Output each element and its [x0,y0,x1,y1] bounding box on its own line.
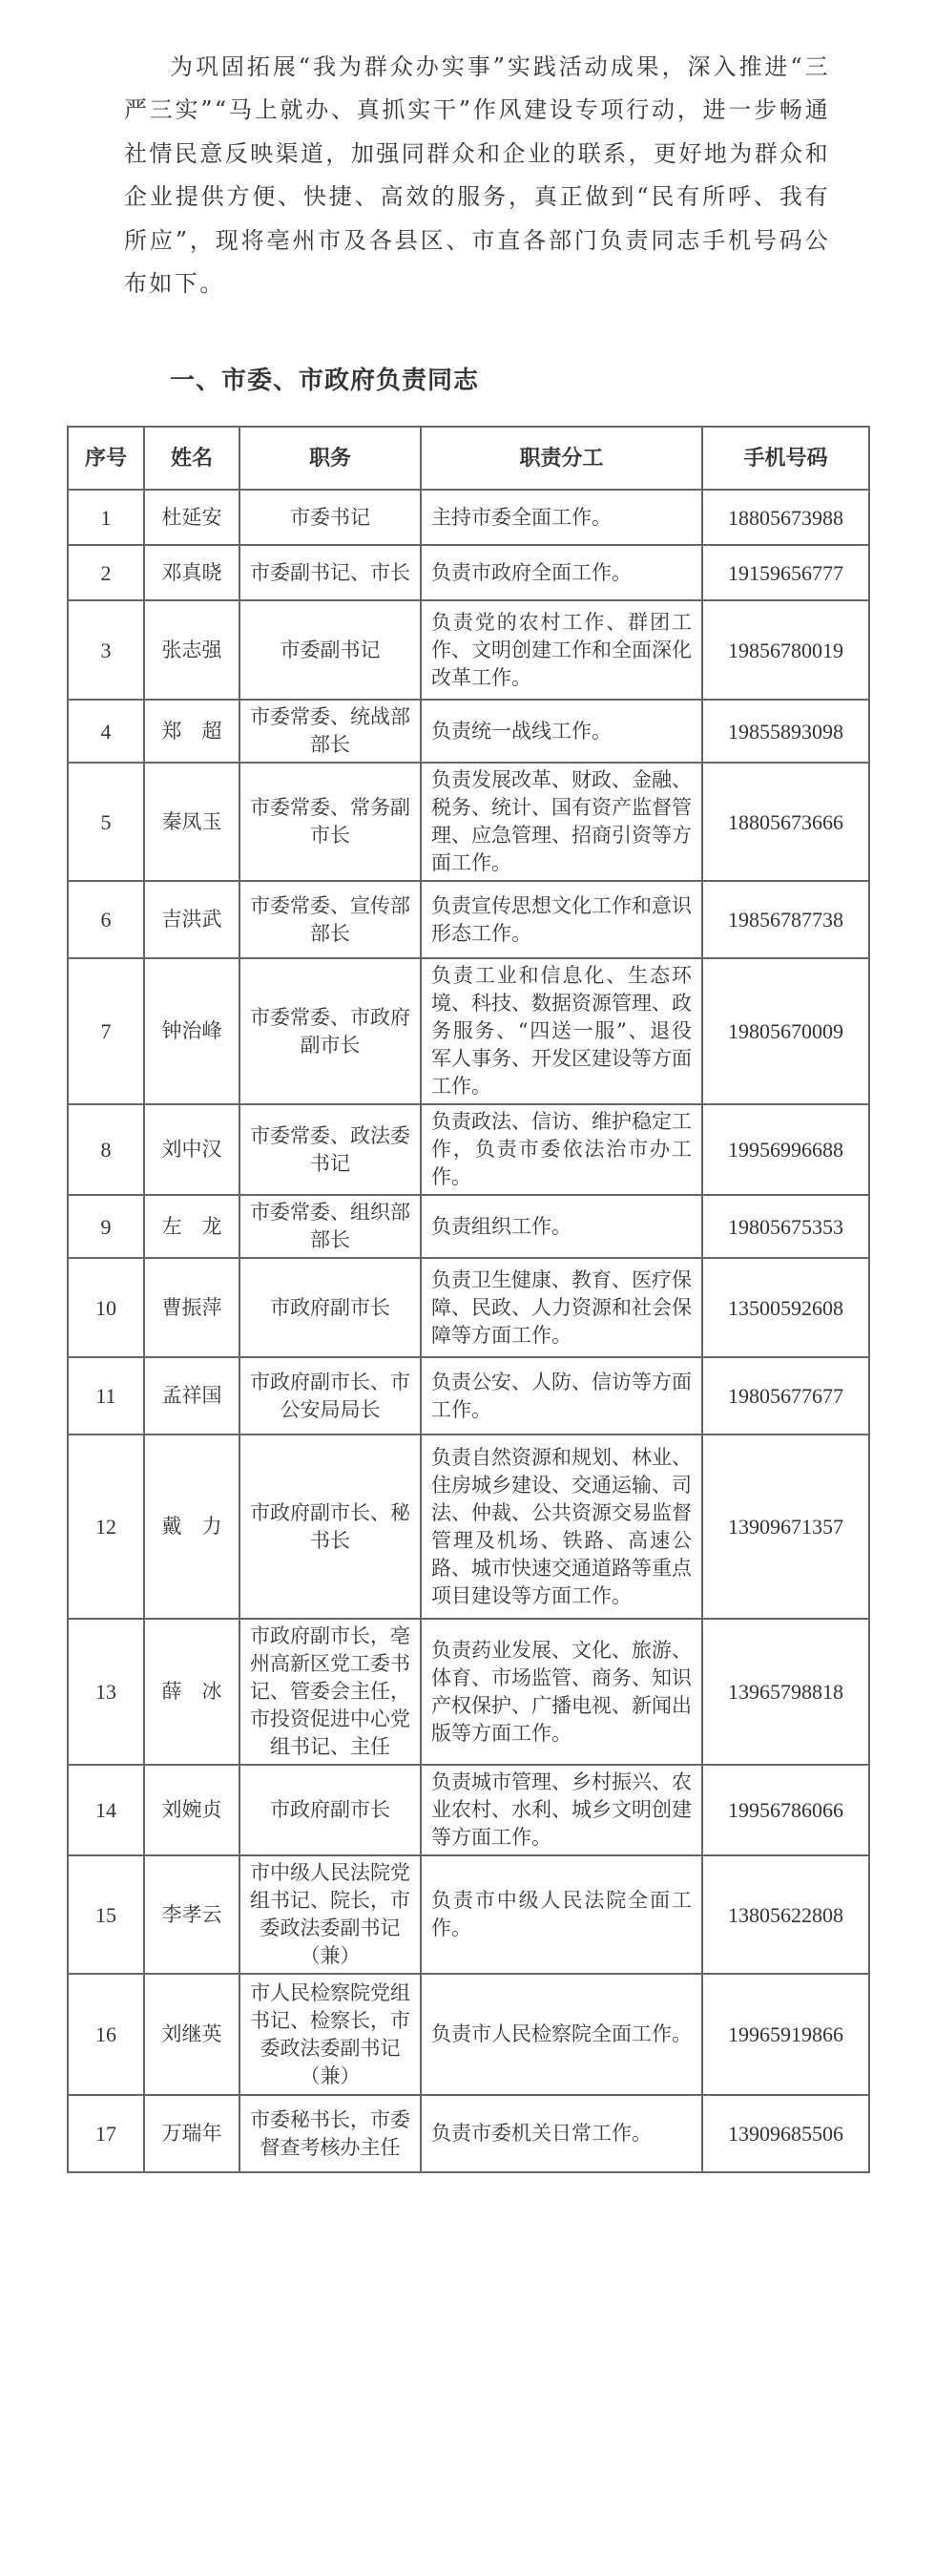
cell-position: 市政府副市长 [239,1765,421,1855]
cell-name: 万瑞年 [144,2095,239,2172]
cell-name: 孟祥国 [144,1357,239,1435]
cell-position: 市政府副市长、市公安局局长 [239,1357,421,1435]
cell-name: 曹振萍 [144,1258,239,1357]
cell-phone: 13500592608 [702,1258,869,1357]
cell-duty: 负责工业和信息化、生态环境、科技、数据资源管理、政务服务、“四送一服”、退役军人事务、开发区建设等方面工作。 [421,958,702,1104]
cell-serial: 8 [68,1104,144,1195]
cell-serial: 15 [68,1855,144,1974]
cell-serial: 2 [68,545,144,600]
cell-name: 钟治峰 [144,958,239,1104]
table-row [68,1619,869,1765]
header-position: 职务 [239,427,421,490]
cell-serial: 13 [68,1619,144,1765]
cell-phone: 18805673988 [702,490,869,545]
cell-duty: 负责宣传思想文化工作和意识形态工作。 [421,881,702,958]
cell-duty: 负责市委机关日常工作。 [421,2095,702,2172]
cell-position: 市中级人民法院党组书记、院长，市委政法委副书记（兼） [239,1855,421,1974]
cell-position: 市委书记 [239,490,421,545]
cell-phone: 19956996688 [702,1104,869,1195]
cell-position: 市委常委、政法委书记 [239,1104,421,1195]
cell-serial: 14 [68,1765,144,1855]
cell-phone: 19856780019 [702,600,869,700]
table-row [68,1765,869,1855]
cell-phone: 19805675353 [702,1195,869,1258]
cell-duty: 负责组织工作。 [421,1195,702,1258]
header-duty: 职责分工 [421,427,702,490]
table-row [68,600,869,700]
section-title: 一、市委、市政府负责同志 [170,367,480,395]
cell-duty: 负责市政府全面工作。 [421,545,702,600]
cell-position: 市委副书记 [239,600,421,700]
cell-serial: 12 [68,1435,144,1619]
cell-name: 邓真晓 [144,545,239,600]
cell-name: 李孝云 [144,1855,239,1974]
cell-phone: 18805673666 [702,763,869,881]
cell-serial: 11 [68,1357,144,1435]
table-row [68,1104,869,1195]
table-row [68,2095,869,2172]
cell-phone: 19805670009 [702,958,869,1104]
cell-duty: 负责公安、人防、信访等方面工作。 [421,1357,702,1435]
cell-position: 市委副书记、市长 [239,545,421,600]
cell-duty: 负责统一战线工作。 [421,700,702,763]
contact-table [67,426,870,2173]
intro-paragraph: 为巩固拓展“我为群众办实事”实践活动成果，深入推进“三严三实”“马上就办、真抓实干”作风建设专项行动，进一步畅通社情民意反映渠道，加强同群众和企业的联系，更好地为群众和企业提供方便、快捷、高效的服务，真正做到“民有所呼、我有所应”，现将亳州市及各县区、市直各部门负责同志手机号码公布如下。 [124,53,830,298]
cell-duty: 主持市委全面工作。 [421,490,702,545]
cell-duty: 负责市人民检察院全面工作。 [421,1974,702,2095]
cell-duty: 负责药业发展、文化、旅游、体育、市场监管、商务、知识产权保护、广播电视、新闻出版等方面工作。 [421,1619,702,1765]
table-row [68,763,869,881]
cell-name: 薛 冰 [144,1619,239,1765]
cell-position: 市委常委、宣传部部长 [239,881,421,958]
table-row [68,700,869,763]
table-row [68,1974,869,2095]
cell-name: 张志强 [144,600,239,700]
cell-phone: 13909685506 [702,2095,869,2172]
table-row [68,1435,869,1619]
cell-serial: 16 [68,1974,144,2095]
cell-name: 秦凤玉 [144,763,239,881]
cell-duty: 负责卫生健康、教育、医疗保障、民政、人力资源和社会保障等方面工作。 [421,1258,702,1357]
cell-duty: 负责政法、信访、维护稳定工作，负责市委依法治市办工作。 [421,1104,702,1195]
cell-duty: 负责发展改革、财政、金融、税务、统计、国有资产监督管理、应急管理、招商引资等方面工作。 [421,763,702,881]
cell-serial: 4 [68,700,144,763]
header-serial: 序号 [68,427,144,490]
cell-phone: 19965919866 [702,1974,869,2095]
cell-duty: 负责自然资源和规划、林业、住房城乡建设、交通运输、司法、仲裁、公共资源交易监督管理及机场、铁路、高速公路、城市快速交通道路等重点项目建设等方面工作。 [421,1435,702,1619]
cell-phone: 19805677677 [702,1357,869,1435]
cell-position: 市政府副市长，亳州高新区党工委书记、管委会主任，市投资促进中心党组书记、主任 [239,1619,421,1765]
cell-phone: 13909671357 [702,1435,869,1619]
cell-phone: 19856787738 [702,881,869,958]
cell-name: 杜延安 [144,490,239,545]
table-row [68,1195,869,1258]
table-row [68,490,869,545]
cell-phone: 19159656777 [702,545,869,600]
cell-phone: 13965798818 [702,1619,869,1765]
cell-position: 市政府副市长、秘书长 [239,1435,421,1619]
cell-serial: 7 [68,958,144,1104]
header-name: 姓名 [144,427,239,490]
cell-position: 市委常委、组织部部长 [239,1195,421,1258]
cell-serial: 1 [68,490,144,545]
cell-serial: 6 [68,881,144,958]
cell-duty: 负责城市管理、乡村振兴、农业农村、水利、城乡文明创建等方面工作。 [421,1765,702,1855]
cell-position: 市委秘书长，市委督查考核办主任 [239,2095,421,2172]
cell-serial: 10 [68,1258,144,1357]
cell-serial: 3 [68,600,144,700]
cell-serial: 5 [68,763,144,881]
cell-name: 刘中汉 [144,1104,239,1195]
cell-name: 刘继英 [144,1974,239,2095]
table-row [68,958,869,1104]
cell-serial: 17 [68,2095,144,2172]
table-row [68,545,869,600]
cell-name: 刘婉贞 [144,1765,239,1855]
cell-phone: 19956786066 [702,1765,869,1855]
table-row [68,1357,869,1435]
cell-serial: 9 [68,1195,144,1258]
cell-position: 市委常委、统战部部长 [239,700,421,763]
cell-position: 市政府副市长 [239,1258,421,1357]
cell-position: 市委常委、市政府副市长 [239,958,421,1104]
table-header-row [68,427,869,490]
table-row [68,1258,869,1357]
cell-position: 市委常委、常务副市长 [239,763,421,881]
table-body [68,490,869,2172]
cell-name: 郑 超 [144,700,239,763]
header-phone: 手机号码 [702,427,869,490]
cell-duty: 负责党的农村工作、群团工作、文明创建工作和全面深化改革工作。 [421,600,702,700]
cell-position: 市人民检察院党组书记、检察长，市委政法委副书记（兼） [239,1974,421,2095]
cell-duty: 负责市中级人民法院全面工作。 [421,1855,702,1974]
cell-phone: 19855893098 [702,700,869,763]
cell-phone: 13805622808 [702,1855,869,1974]
cell-name: 左 龙 [144,1195,239,1258]
cell-name: 戴 力 [144,1435,239,1619]
table-row [68,1855,869,1974]
table-row [68,881,869,958]
cell-name: 吉洪武 [144,881,239,958]
